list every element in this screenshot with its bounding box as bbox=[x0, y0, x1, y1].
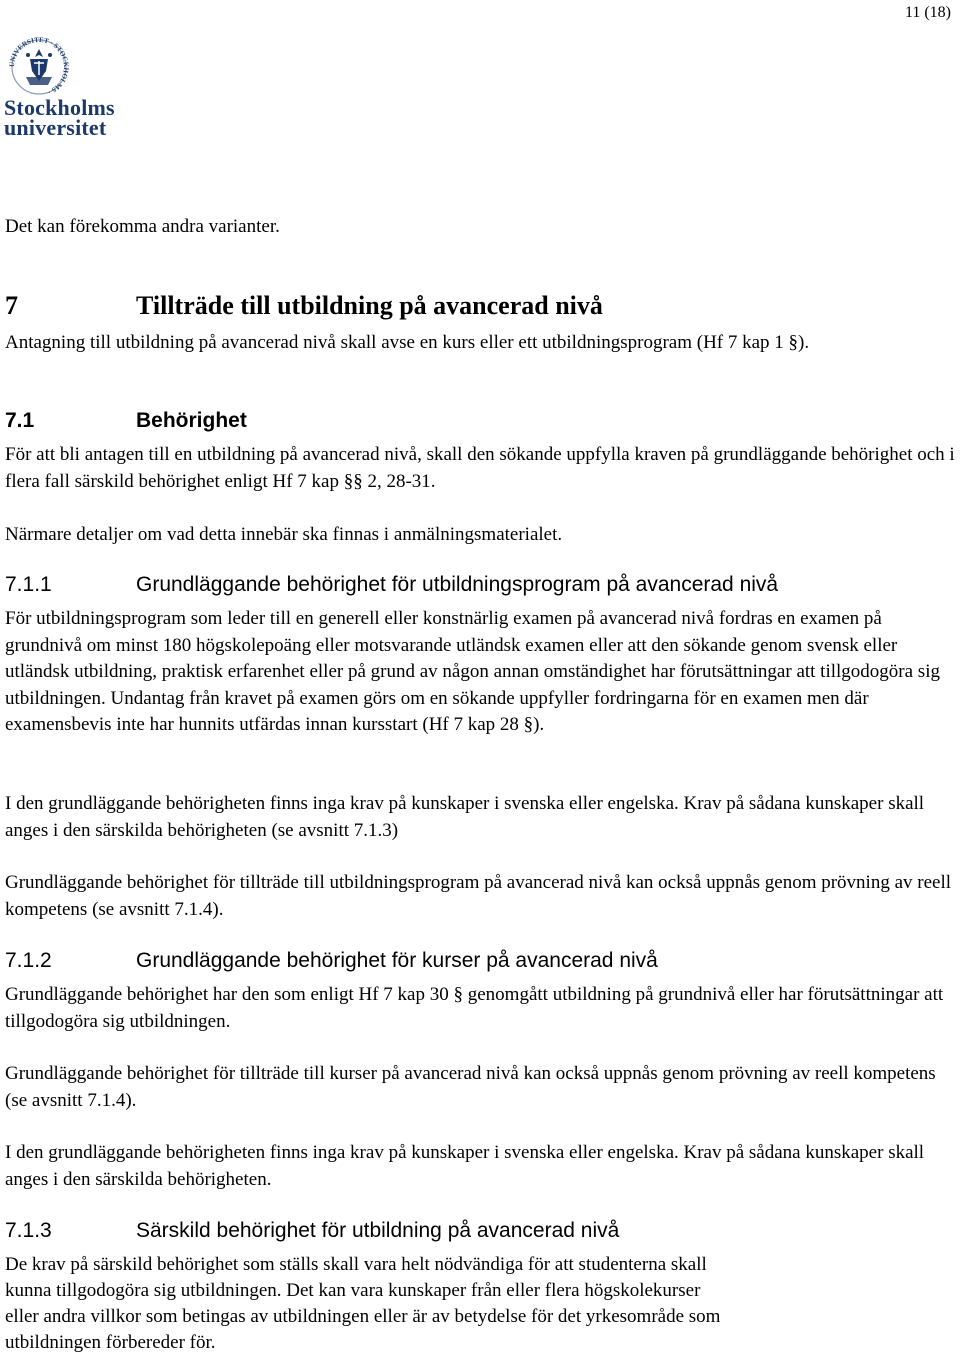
intro-paragraph: Det kan förekomma andra varianter. bbox=[5, 216, 280, 237]
section-7-1-3-line-3: eller andra villkor som betingas av utbildningen eller är av betydelse för det yrkesområde som bbox=[5, 1306, 721, 1327]
section-title: Grundläggande behörighet för utbildningsprogram på avancerad nivå bbox=[136, 573, 779, 596]
logo-wordmark-line2: universitet bbox=[4, 115, 107, 140]
section-7-1-1-paragraph-3: Grundläggande behörighet för tillträde till utbildningsprogram på avancerad nivå kan också uppnås genom prövning av reell kompetens (se avsnitt 7.1.4). bbox=[5, 872, 952, 920]
section-7-heading bbox=[5, 291, 603, 321]
section-7-1-2-heading bbox=[5, 949, 658, 973]
section-7-1-2-paragraph-1: Grundläggande behörighet har den som enligt Hf 7 kap 30 § genomgått utbildning på grundnivå eller har förutsättningar att tillgodogöra sig utbildningen. bbox=[5, 984, 944, 1032]
section-number: 7.1 bbox=[5, 409, 35, 432]
section-7-1-3-line-1: De krav på särskild behörighet som ställs skall vara helt nödvändiga för att studenterna skall bbox=[5, 1254, 707, 1275]
section-7-paragraph: Antagning till utbildning på avancerad nivå skall avse en kurs eller ett utbildningsprogram (Hf 7 kap 1 §). bbox=[5, 332, 810, 353]
section-7-1-paragraph-2: Närmare detaljer om vad detta innebär ska finnas i anmälningsmaterialet. bbox=[5, 524, 563, 545]
stockholms-universitet-logo bbox=[4, 37, 124, 139]
svg-text:UNIVERSITET · STOCKHOLMS ·: UNIVERSITET · STOCKHOLMS · bbox=[7, 37, 71, 97]
section-7-1-2-paragraph-2: Grundläggande behörighet för tillträde till kurser på avancerad nivå kan också uppnås genom prövning av reell kompetens (se avsnitt 7.1.4). bbox=[5, 1063, 936, 1111]
section-number: 7.1.3 bbox=[5, 1219, 52, 1242]
section-7-1-3-line-4: utbildningen förbereder för. bbox=[5, 1332, 216, 1353]
section-title: Behörighet bbox=[136, 409, 247, 432]
section-title: Särskild behörighet för utbildning på avancerad nivå bbox=[136, 1219, 620, 1242]
section-7-1-3-line-2: kunna tillgodogöra sig utbildningen. Det kan vara kunskaper från eller flera högskolekurser bbox=[5, 1280, 701, 1301]
section-7-1-1-heading bbox=[5, 573, 778, 597]
section-7-1-paragraph-1: För att bli antagen till en utbildning på avancerad nivå, skall den sökande uppfylla kraven på grundläggande behörighet och i flera fall särskild behörighet enligt Hf 7 kap §§ 2, 28-31. bbox=[5, 444, 955, 492]
section-number: 7.1.1 bbox=[5, 573, 52, 596]
section-title: Grundläggande behörighet för kurser på avancerad nivå bbox=[136, 949, 658, 972]
section-7-1-1-paragraph-2: I den grundläggande behörigheten finns inga krav på kunskaper i svenska eller engelska. Krav på sådana kunskaper skall anges i den särskilda behörigheten (se avsnitt 7.1.3) bbox=[5, 793, 925, 841]
logo-wordmark-line1: Stockholms bbox=[4, 95, 115, 120]
section-7-1-2-paragraph-3: I den grundläggande behörigheten finns inga krav på kunskaper i svenska eller engelska. Krav på sådana kunskaper skall anges i den särskilda behörigheten. bbox=[5, 1142, 925, 1190]
section-number: 7.1.2 bbox=[5, 949, 52, 972]
university-seal-icon bbox=[4, 37, 74, 101]
section-number: 7 bbox=[5, 291, 18, 320]
section-7-1-3-heading bbox=[5, 1219, 619, 1243]
section-7-1-heading bbox=[5, 409, 247, 433]
section-7-1-1-paragraph-1: För utbildningsprogram som leder till en generell eller konstnärlig examen på avancerad nivå fordras en examen på grundnivå om minst 180 högskolepoäng eller motsvarande utländsk examen eller att den sökande genom svensk eller utländsk utbildning, praktisk erfarenhet eller på grund av någon annan omständighet har förutsättningar att tillgodogöra sig utbildningen. Undantag från kravet på examen görs om en sökande uppfyller fordringarna för en examen men där examensbevis inte har hunnits utfärdas innan kursstart (Hf 7 kap 28 §). bbox=[5, 608, 940, 735]
section-title: Tillträde till utbildning på avancerad nivå bbox=[136, 291, 603, 320]
page-number: 11 (18) bbox=[904, 4, 951, 21]
